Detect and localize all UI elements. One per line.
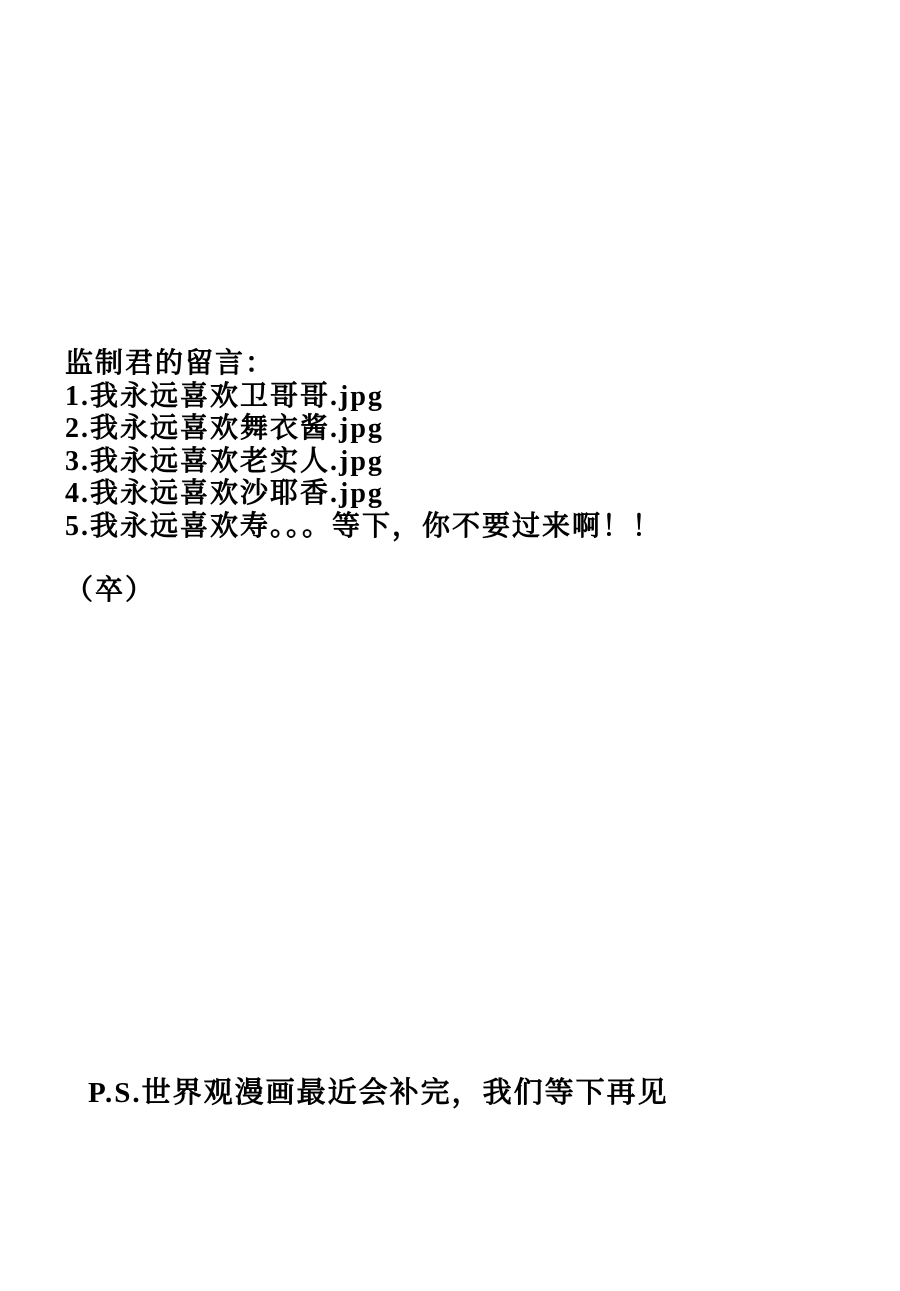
supervisor-note-block [65, 348, 845, 608]
postscript-line: P.S.世界观漫画最近会补完，我们等下再见 [88, 1077, 669, 1109]
note-line-3: 3.我永远喜欢老实人.jpg [65, 445, 384, 477]
note-line-2: 2.我永远喜欢舞衣酱.jpg [65, 413, 384, 444]
note-line-1: 1.我永远喜欢卫哥哥.jpg [65, 380, 384, 412]
note-signoff: （卒） [65, 575, 156, 606]
note-line-5: 5.我永远喜欢寿。。。等下，你不要过来啊！！ [65, 510, 663, 542]
note-line-4: 4.我永远喜欢沙耶香.jpg [65, 478, 384, 509]
note-heading: 监制君的留言： [65, 348, 276, 379]
